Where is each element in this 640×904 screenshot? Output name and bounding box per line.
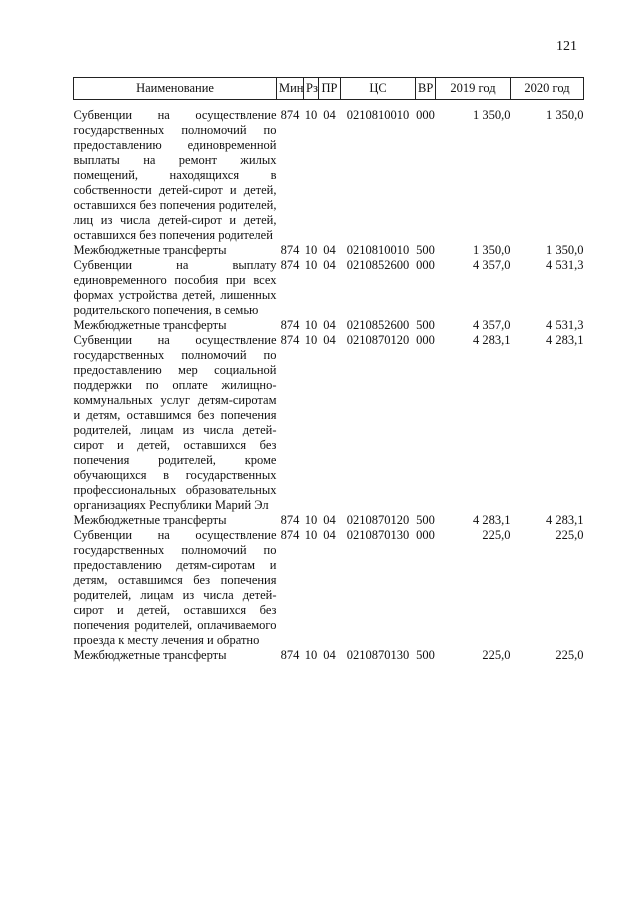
row-vr: 500 — [416, 648, 435, 662]
header-vr: ВР — [416, 78, 436, 100]
row-rz: 10 — [304, 318, 318, 332]
budget-table — [73, 77, 584, 663]
header-cs: ЦС — [341, 78, 416, 100]
row-cs: 0210810010 — [346, 243, 410, 257]
row-2020: 1 350,0 — [546, 108, 584, 122]
row-name: Межбюджетные трансферты — [73, 513, 227, 527]
row-cs: 0210870120 — [346, 513, 410, 527]
row-pr: 04 — [323, 258, 336, 272]
row-cs: 0210870130 — [346, 648, 410, 662]
table-row — [74, 513, 584, 528]
row-cs: 0210852600 — [346, 258, 410, 272]
row-vr: 000 — [416, 333, 435, 347]
row-pr: 04 — [323, 513, 336, 527]
header-row — [74, 78, 584, 100]
row-rz: 10 — [304, 108, 318, 122]
table-row — [74, 243, 584, 258]
row-2019: 1 350,0 — [473, 243, 511, 257]
row-pr: 04 — [323, 108, 336, 122]
row-pr: 04 — [323, 318, 336, 332]
row-2019: 4 283,1 — [473, 513, 511, 527]
row-2020: 4 283,1 — [546, 333, 584, 347]
row-vr: 000 — [416, 528, 435, 542]
header-rz: Рз — [304, 78, 319, 100]
row-pr: 04 — [323, 243, 336, 257]
row-2019: 1 350,0 — [473, 108, 511, 122]
row-cs: 0210870120 — [346, 333, 410, 347]
page-number: 121 — [556, 39, 577, 54]
table-row — [74, 318, 584, 333]
row-2019: 4 357,0 — [473, 318, 511, 332]
row-min: 874 — [280, 108, 300, 122]
row-cs: 0210870130 — [346, 528, 410, 542]
table-row — [74, 258, 584, 318]
table-row — [74, 100, 584, 244]
row-name: Межбюджетные трансферты — [73, 318, 227, 332]
header-pr: ПР — [319, 78, 341, 100]
row-2020: 1 350,0 — [546, 243, 584, 257]
row-cs: 0210852600 — [346, 318, 410, 332]
row-2019: 225,0 — [482, 528, 511, 542]
row-name: Субвенции на осуществление государственных полномочий по предоставлению детям-сиротам и детям, оставшимся без попечения родителей, лицам из числа детей-сирот и детей, оставшихся без попечения родителей, оплачиваемого проезда к месту лечения и обратно — [73, 528, 277, 647]
row-name: Межбюджетные трансферты — [73, 648, 227, 662]
row-2020: 225,0 — [555, 528, 584, 542]
header-min: Мин — [277, 78, 304, 100]
row-rz: 10 — [304, 528, 318, 542]
row-min: 874 — [280, 648, 300, 662]
row-rz: 10 — [304, 333, 318, 347]
row-rz: 10 — [304, 243, 318, 257]
row-vr: 000 — [416, 108, 435, 122]
row-2019: 225,0 — [482, 648, 511, 662]
row-rz: 10 — [304, 648, 318, 662]
row-rz: 10 — [304, 513, 318, 527]
row-vr: 500 — [416, 243, 435, 257]
row-cs: 0210810010 — [346, 108, 410, 122]
row-rz: 10 — [304, 258, 318, 272]
row-vr: 000 — [416, 258, 435, 272]
header-2020: 2020 год — [511, 78, 584, 100]
table-row — [74, 333, 584, 513]
row-2019: 4 357,0 — [473, 258, 511, 272]
row-min: 874 — [280, 318, 300, 332]
header-name: Наименование — [74, 78, 277, 100]
row-name: Субвенции на осуществление государственных полномочий по предоставлению мер социальной поддержки по оплате жилищно-коммунальных услуг детям-сиротам и детям, оставшимся без попечения родителей, лицам из числа детей-сирот и детей, оставшихся без попечения родителей, кроме обучающихся в государственных профессиональных образовательных организациях Республики Марий Эл — [73, 333, 277, 512]
row-pr: 04 — [323, 648, 336, 662]
row-min: 874 — [280, 258, 300, 272]
row-min: 874 — [280, 243, 300, 257]
row-2020: 225,0 — [555, 648, 584, 662]
row-2020: 4 531,3 — [546, 318, 584, 332]
row-vr: 500 — [416, 513, 435, 527]
row-min: 874 — [280, 528, 300, 542]
row-2020: 4 531,3 — [546, 258, 584, 272]
table-row — [74, 528, 584, 648]
header-2019: 2019 год — [436, 78, 511, 100]
row-vr: 500 — [416, 318, 435, 332]
row-min: 874 — [280, 333, 300, 347]
row-2019: 4 283,1 — [473, 333, 511, 347]
row-pr: 04 — [323, 528, 336, 542]
row-name: Межбюджетные трансферты — [73, 243, 227, 257]
table-row — [74, 648, 584, 663]
row-pr: 04 — [323, 333, 336, 347]
row-2020: 4 283,1 — [546, 513, 584, 527]
row-name: Субвенции на выплату единовременного пособия при всех формах устройства детей, лишенных родительского попечения, в семью — [73, 258, 277, 317]
row-name: Субвенции на осуществление государственных полномочий по предоставлению единовременной выплаты на ремонт жилых помещений, находящихся в собственности детей-сирот и детей, оставшихся без попечения родителей, лиц из числа детей-сирот и детей, оставшихся без попечения родителей — [73, 108, 277, 242]
row-min: 874 — [280, 513, 300, 527]
